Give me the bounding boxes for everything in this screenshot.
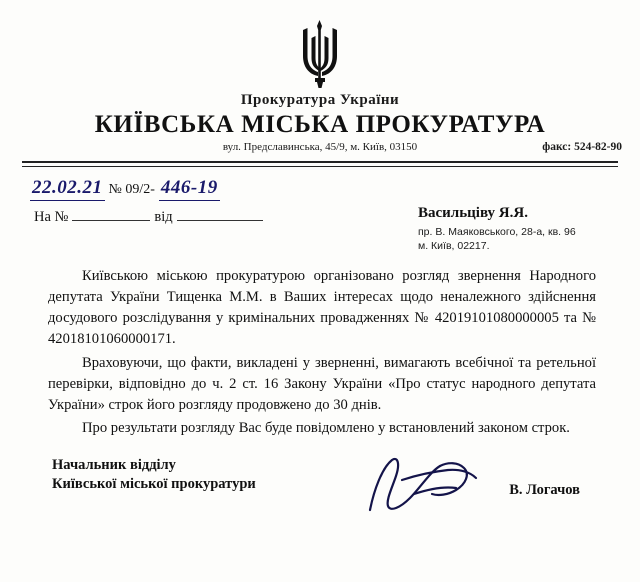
address-row [0, 141, 640, 157]
fax-number: факс: 524-82-90 [542, 141, 622, 154]
body-paragraph-1: Київською міською прокуратурою організовано розгляд звернення Народного депутата України Тищенка М.М. в Ваших інтересах щодо неналежного здійснення досудового розслідування у кримінальних провадженнях № 42019101080000005 та № 42018101060000171. [48, 268, 596, 348]
reference-number: 446-19 [159, 177, 220, 201]
reference-number-label: № 09/2- [108, 182, 155, 198]
signer-name: В. Логачов [509, 482, 580, 498]
body-paragraph-2: Враховуючи, що факти, викладені у зверненні, вимагають всебічної та ретельної перевірки, відповідно до ч. 2 ст. 16 Закону України «Про статус народного депутата України» строк його розгляду продовжено до 30 днів. [48, 354, 596, 413]
reply-date-label: від [154, 209, 173, 226]
reference-line-outgoing [30, 177, 220, 201]
reference-block [30, 177, 360, 233]
header-divider [22, 161, 618, 167]
addressee-address-line-1: пр. В. Маяковського, 28-а, кв. 96 [418, 226, 576, 238]
document-body [48, 266, 596, 441]
signature-block [52, 456, 600, 526]
reply-to-label: На № [34, 209, 69, 226]
reference-date: 22.02.21 [30, 177, 105, 201]
body-paragraph-3: Про результати розгляду Вас буде повідомлено у встановлений законом строк. [82, 420, 570, 437]
organization-address: вул. Предславинська, 45/9, м. Київ, 03150 [222, 141, 418, 154]
letterhead [0, 0, 640, 167]
addressee-name: Васильціву Я.Я. [418, 205, 528, 221]
handwritten-signature [352, 450, 492, 516]
signer-role-line-1: Начальник відділу [52, 457, 176, 473]
addressee-block [418, 205, 618, 253]
reply-date-blank [177, 207, 263, 221]
trident-emblem-icon [292, 18, 348, 90]
addressee-address-line-2: м. Київ, 02217. [418, 240, 490, 253]
reply-number-blank [72, 207, 150, 221]
reference-line-incoming [34, 207, 263, 226]
signer-role-line-2: Київської міської прокуратури [52, 475, 256, 492]
organization-title: КИЇВСЬКА МІСЬКА ПРОКУРАТУРА [94, 111, 546, 138]
organization-subtitle: Прокуратура України [240, 92, 400, 108]
